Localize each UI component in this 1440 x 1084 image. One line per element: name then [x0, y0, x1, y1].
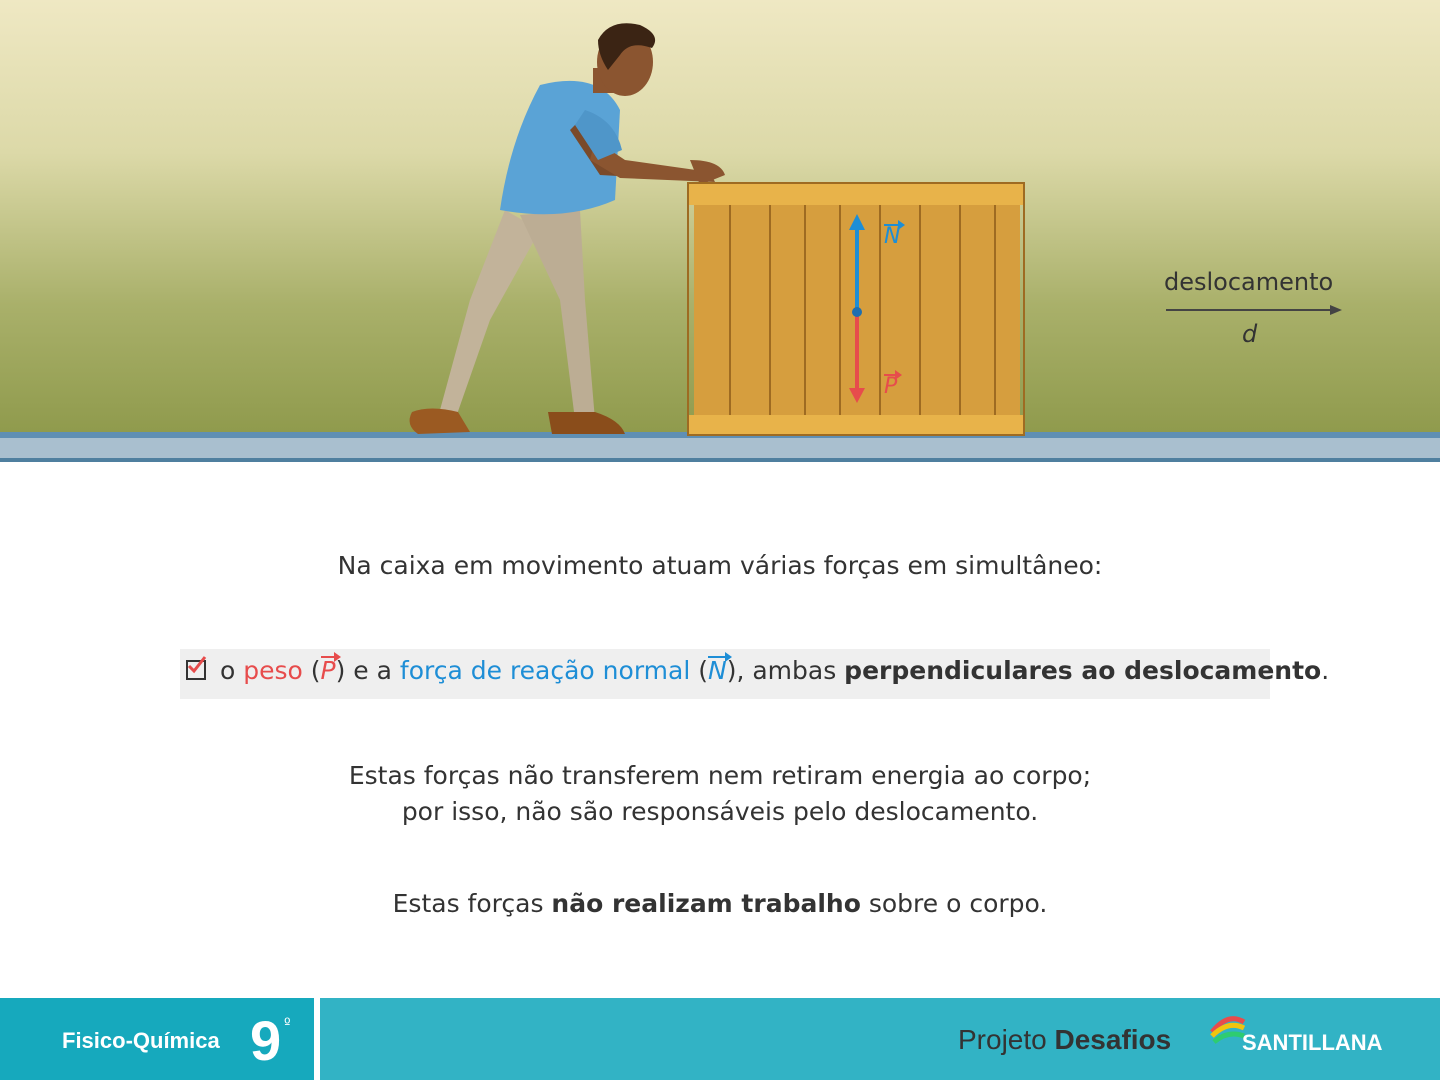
- intro-text: Na caixa em movimento atuam várias forças em simultâneo:: [337, 551, 1103, 580]
- bullet-text: (: [690, 656, 708, 685]
- weight-force-label: P: [884, 374, 898, 399]
- publisher-label: SANTILLANA: [1242, 1030, 1383, 1055]
- bullet-text: .: [1321, 656, 1330, 685]
- bullet-text: (: [302, 656, 321, 685]
- conclusion-text: Estas forças: [392, 889, 552, 918]
- floor: [0, 438, 1440, 458]
- peso-term: peso: [243, 656, 303, 685]
- conclusion-bold: não realizam trabalho: [551, 889, 861, 918]
- project-logo: [958, 1024, 1171, 1056]
- normal-force-label: N: [884, 224, 901, 249]
- illustration-scene: [0, 0, 1440, 464]
- bullet-text: ), ambas: [726, 656, 845, 685]
- project-name: Desafios: [1054, 1024, 1172, 1055]
- project-word: Projeto: [958, 1024, 1047, 1055]
- explanation-line-1: Estas forças não transferem nem retiram energia ao corpo;: [348, 761, 1092, 790]
- checkbox-icon: [186, 660, 206, 680]
- scene-svg: [0, 0, 1440, 464]
- displacement-symbol: d: [1242, 320, 1258, 348]
- displacement-word: deslocamento: [1164, 268, 1334, 296]
- bullet-text: ) e a: [335, 656, 400, 685]
- conclusion-line: [0, 889, 1440, 918]
- check-icon: [187, 655, 207, 675]
- weight-symbol: P: [320, 656, 336, 685]
- bullet-text: o: [220, 656, 244, 685]
- explanation-line-2: por isso, não são responsáveis pelo deslocamento.: [401, 797, 1039, 826]
- center-of-mass: [852, 307, 862, 317]
- conclusion-text: sobre o corpo.: [860, 889, 1048, 918]
- grade-number: 9: [250, 1009, 282, 1072]
- footer: [0, 998, 1440, 1080]
- normal-force-term: força de reação normal: [399, 656, 691, 685]
- normal-symbol: N: [707, 656, 727, 685]
- bullet-line: [186, 656, 1329, 685]
- subject-label: Fisico-Química: [62, 1028, 220, 1053]
- grade-suffix: º: [284, 1016, 291, 1032]
- bold-perpendicular: perpendiculares ao deslocamento: [844, 656, 1322, 685]
